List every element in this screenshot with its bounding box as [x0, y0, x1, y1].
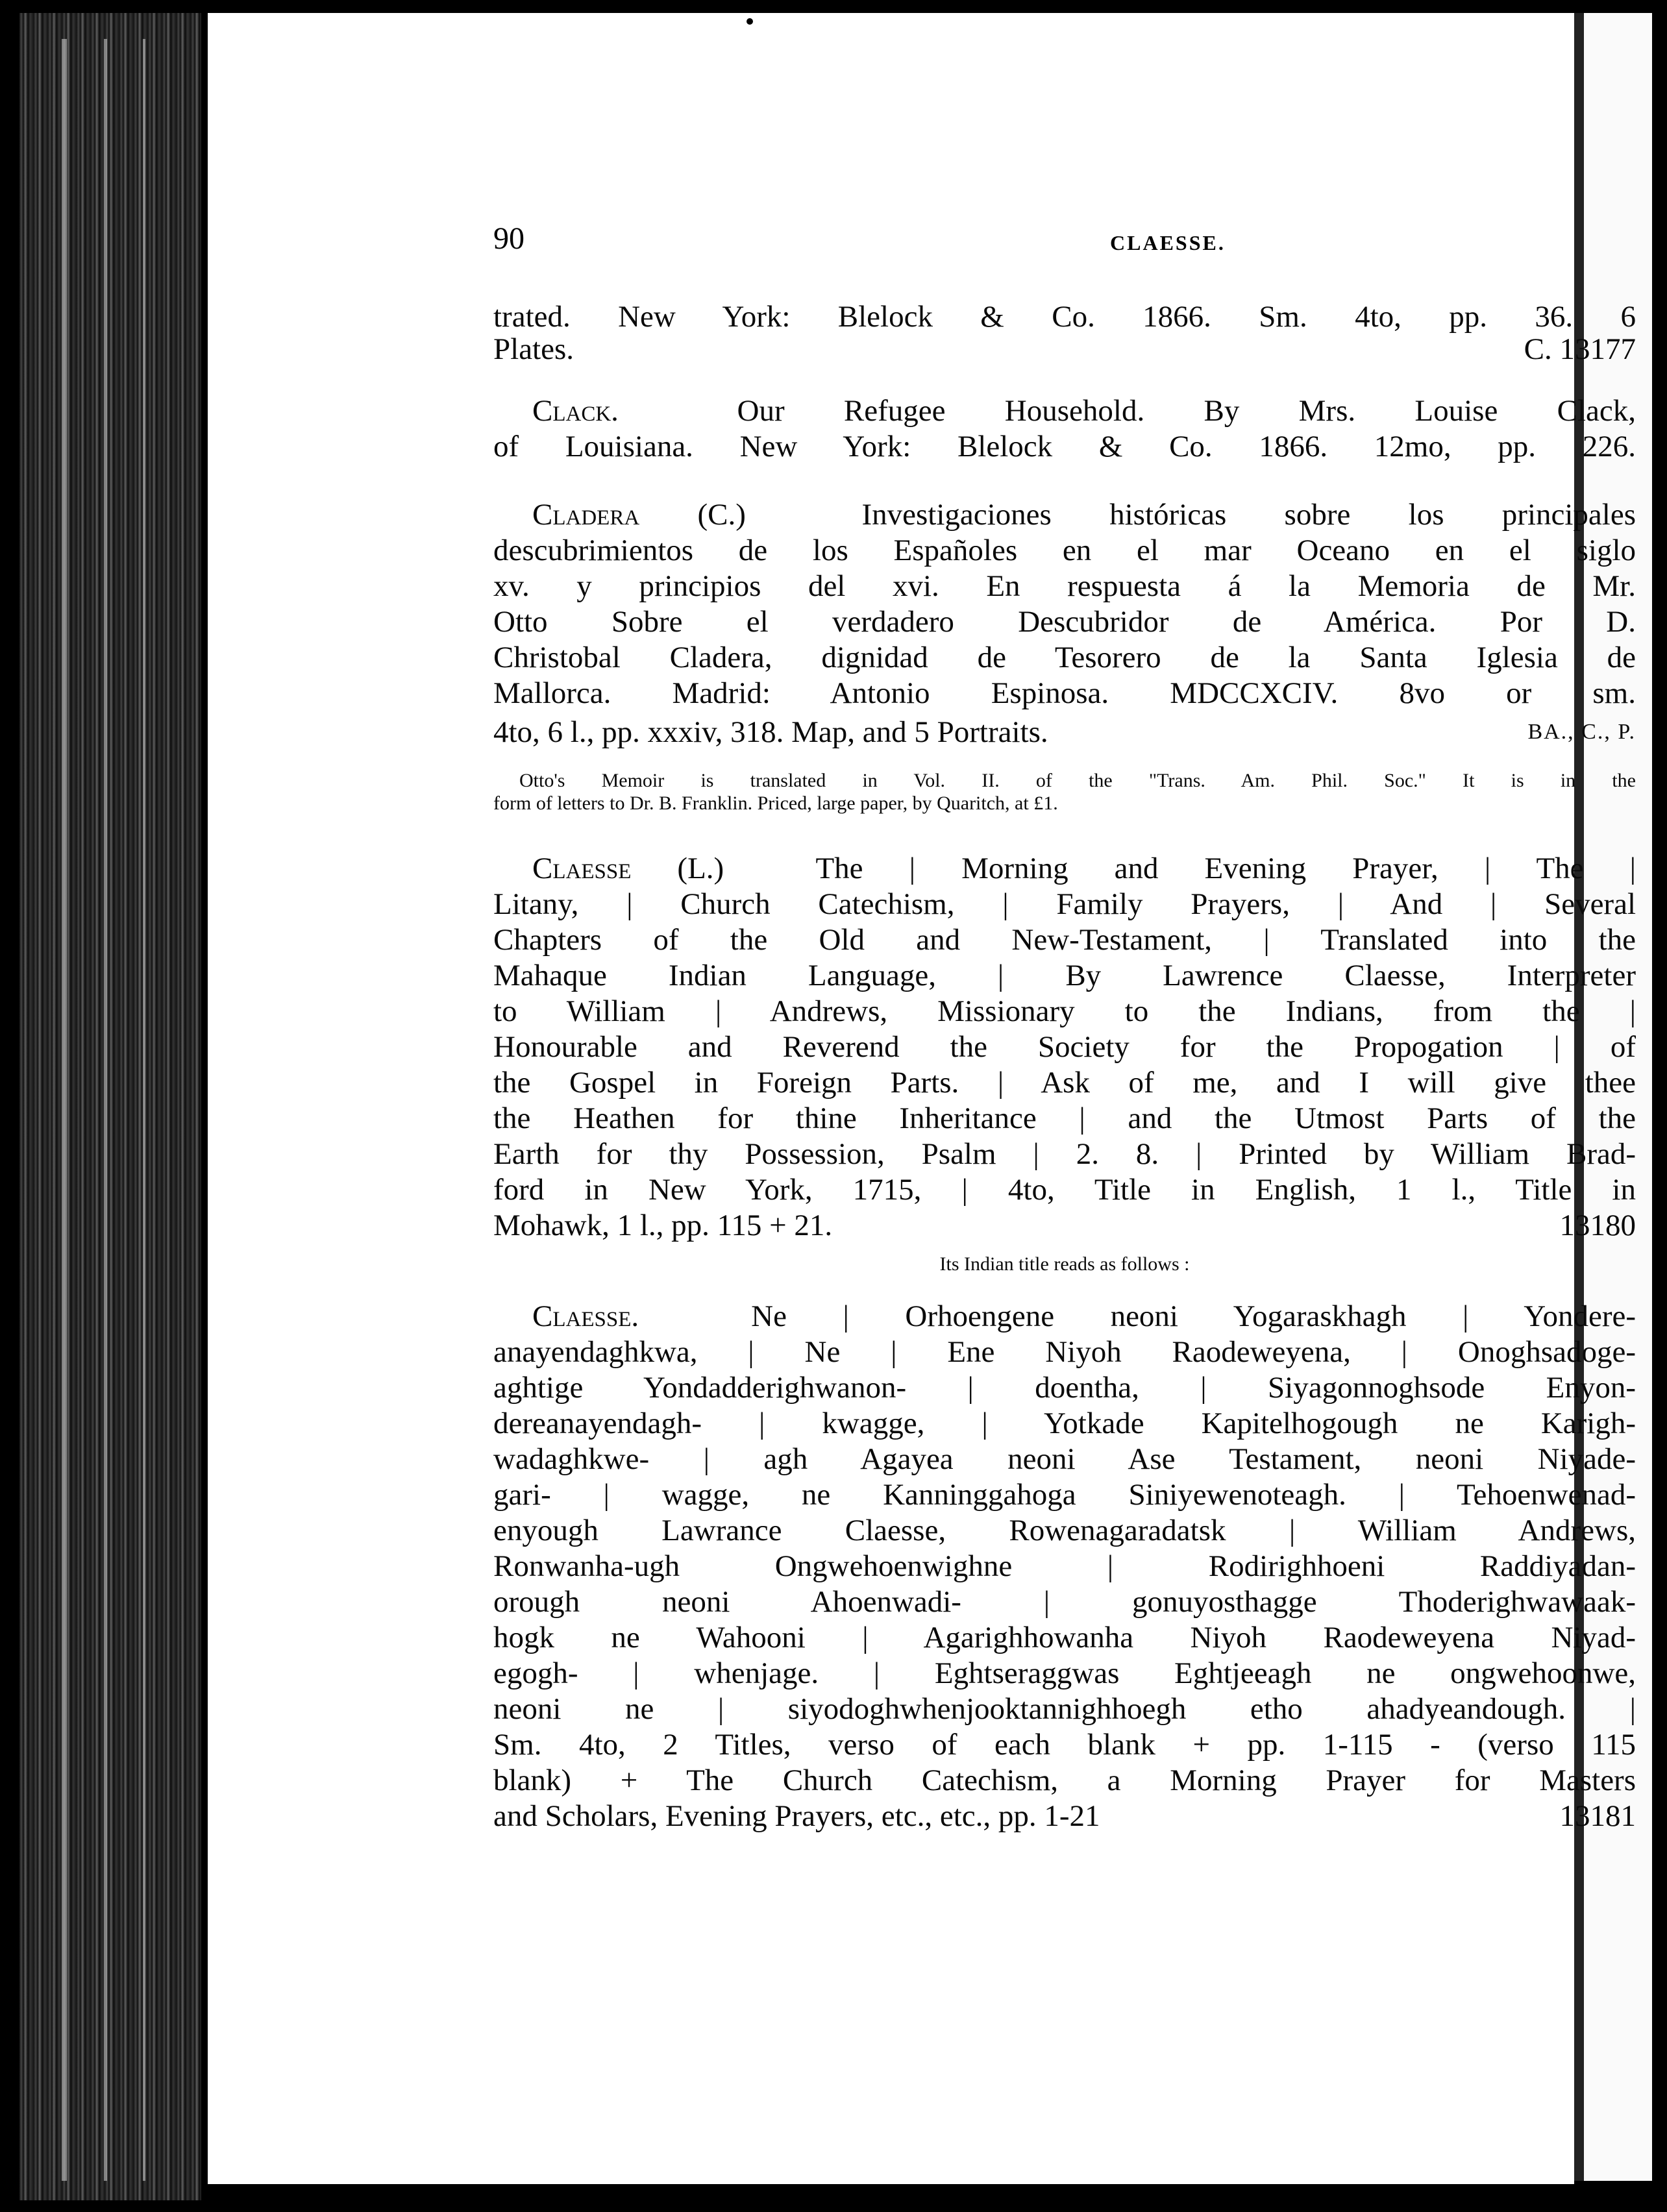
- entry-line: anayendaghkwa, | Ne | Ene Niyoh Raodeweyena, | Onoghsadoge-: [493, 1335, 1636, 1369]
- entry-line: xv. y principios del xvi. En respuesta á la Memoria de Mr.: [493, 569, 1636, 603]
- entry-heading: Claesse.: [532, 1299, 639, 1333]
- entry-line-row: [493, 331, 1636, 370]
- entry-line: of Louisiana. New York: Blelock & Co. 1866. 12mo, pp. 226.: [493, 430, 1636, 463]
- entry-line: trated. New York: Blelock & Co. 1866. Sm. 4to, pp. 36. 6: [493, 300, 1636, 334]
- entry-line: Plates.: [493, 332, 574, 366]
- entry-line: the Gospel in Foreign Parts. | Ask of me, and I will give thee: [493, 1066, 1636, 1100]
- entry-line: orough neoni Ahoenwadi- | gonuyosthagge Thoderighwawaak-: [493, 1585, 1636, 1619]
- entry-line: 4to, 6 l., pp. xxxiv, 318. Map, and 5 Portraits.: [493, 715, 1048, 749]
- entry-line: Mallorca. Madrid: Antonio Espinosa. MDCCXCIV. 8vo or sm.: [493, 676, 1636, 710]
- entry-line: Investigaciones históricas sobre los principales: [861, 498, 1636, 532]
- entry-note-line: Otto's Memoir is translated in Vol. II. of the "Trans. Am. Phil. Soc." It is in the: [519, 770, 1636, 791]
- entry-note-line: Its Indian title reads as follows :: [939, 1253, 1190, 1275]
- entry-first-line: [532, 1298, 1636, 1337]
- page-edges-left: [19, 13, 201, 2200]
- entry-line: to William | Andrews, Missionary to the Indians, from the |: [493, 994, 1636, 1028]
- entry-first-line: [532, 497, 1636, 535]
- entry-line: Litany, | Church Catechism, | Family Prayers, | And | Several: [493, 887, 1636, 921]
- entry-line-row: [493, 714, 1636, 753]
- entry-line: Ne | Orhoengene neoni Yogaraskhagh | Yondere-: [751, 1299, 1636, 1333]
- entry-line: Our Refugee Household. By Mrs. Louise Clack,: [737, 394, 1636, 428]
- entry-line: Ronwanha-ugh Ongwehoenwighne | Rodirighhoeni Raddiyadan-: [493, 1549, 1636, 1583]
- entry-number: 13180: [1559, 1209, 1636, 1242]
- running-title: CLAESSE.: [1110, 231, 1226, 254]
- entry-line: Chapters of the Old and New-Testament, | Translated into the: [493, 923, 1636, 957]
- entry-line: gari- | wagge, ne Kanninggahoga Siniyewenoteagh. | Tehoenwenad-: [493, 1478, 1636, 1512]
- entry-line-row: [493, 1207, 1636, 1246]
- entry-line: blank) + The Church Catechism, a Morning Prayer for Masters: [493, 1763, 1636, 1797]
- entry-line: Otto Sobre el verdadero Descubridor de América. Por D.: [493, 605, 1636, 639]
- entry-line: the Heathen for thine Inheritance | and the Utmost Parts of the: [493, 1101, 1636, 1135]
- entry-line: aghtige Yondadderighwanon- | doentha, | Siyagonnoghsode Enyon-: [493, 1371, 1636, 1405]
- scan-speck: [747, 18, 753, 25]
- entry-number: 13181: [1559, 1799, 1636, 1833]
- entry-line: Mohawk, 1 l., pp. 115 + 21.: [493, 1209, 833, 1242]
- entry-line: hogk ne Wahooni | Agarighhowanha Niyoh Raodeweyena Niyad-: [493, 1621, 1636, 1654]
- entry-line: Christobal Cladera, dignidad de Tesorero de la Santa Iglesia de: [493, 641, 1636, 674]
- entry-note-line: form of letters to Dr. B. Franklin. Priced, large paper, by Quaritch, at £1.: [493, 793, 1058, 814]
- entry-line: The | Morning and Evening Prayer, | The |: [815, 852, 1636, 885]
- entry-line-row: [493, 1798, 1636, 1837]
- entry-line: and Scholars, Evening Prayers, etc., etc., pp. 1-21: [493, 1799, 1100, 1833]
- entry-line: neoni ne | siyodoghwhenjooktannighhoegh etho ahadyeandough. |: [493, 1692, 1636, 1726]
- entry-line: dereanayendagh- | kwagge, | Yotkade Kapitelhogough ne Karigh-: [493, 1407, 1636, 1440]
- entry-line: Honourable and Reverend the Society for the Propogation | of: [493, 1030, 1636, 1064]
- entry-first-line: [532, 393, 1636, 432]
- entry-heading: Claesse (L.): [532, 852, 724, 885]
- running-head: [493, 221, 1636, 266]
- page-edge-highlight: [143, 39, 145, 2181]
- entry-line: Mahaque Indian Language, | By Lawrence Claesse, Interpreter: [493, 959, 1636, 992]
- entry-line: Earth for thy Possession, Psalm | 2. 8. | Printed by William Brad-: [493, 1137, 1636, 1171]
- entry-heading: Cladera (C.): [532, 498, 746, 532]
- entry-line: enyough Lawrance Claesse, Rowenagaradatsk | William Andrews,: [493, 1514, 1636, 1547]
- page-edge-highlight: [62, 39, 67, 2181]
- page-number: 90: [493, 221, 525, 256]
- entry-line: egogh- | whenjage. | Eghtseraggwas Eghtjeeagh ne ongwehoonwe,: [493, 1656, 1636, 1690]
- entry-first-line: [532, 850, 1636, 889]
- entry-line: ford in New York, 1715, | 4to, Title in English, 1 l., Title in: [493, 1173, 1636, 1207]
- book-page: [208, 13, 1636, 2184]
- entry-heading: Clack.: [532, 394, 619, 428]
- library-locations: BA., C., P.: [1527, 720, 1636, 744]
- page-edge-highlight: [104, 39, 107, 2181]
- entry-line: wadaghkwe- | agh Agayea neoni Ase Testament, neoni Niyade-: [493, 1442, 1636, 1476]
- entry-line: descubrimientos de los Españoles en el mar Oceano en el siglo: [493, 534, 1636, 567]
- entry-number: C. 13177: [1524, 332, 1636, 366]
- entry-line: Sm. 4to, 2 Titles, verso of each blank + pp. 1-115 - (verso 115: [493, 1728, 1636, 1762]
